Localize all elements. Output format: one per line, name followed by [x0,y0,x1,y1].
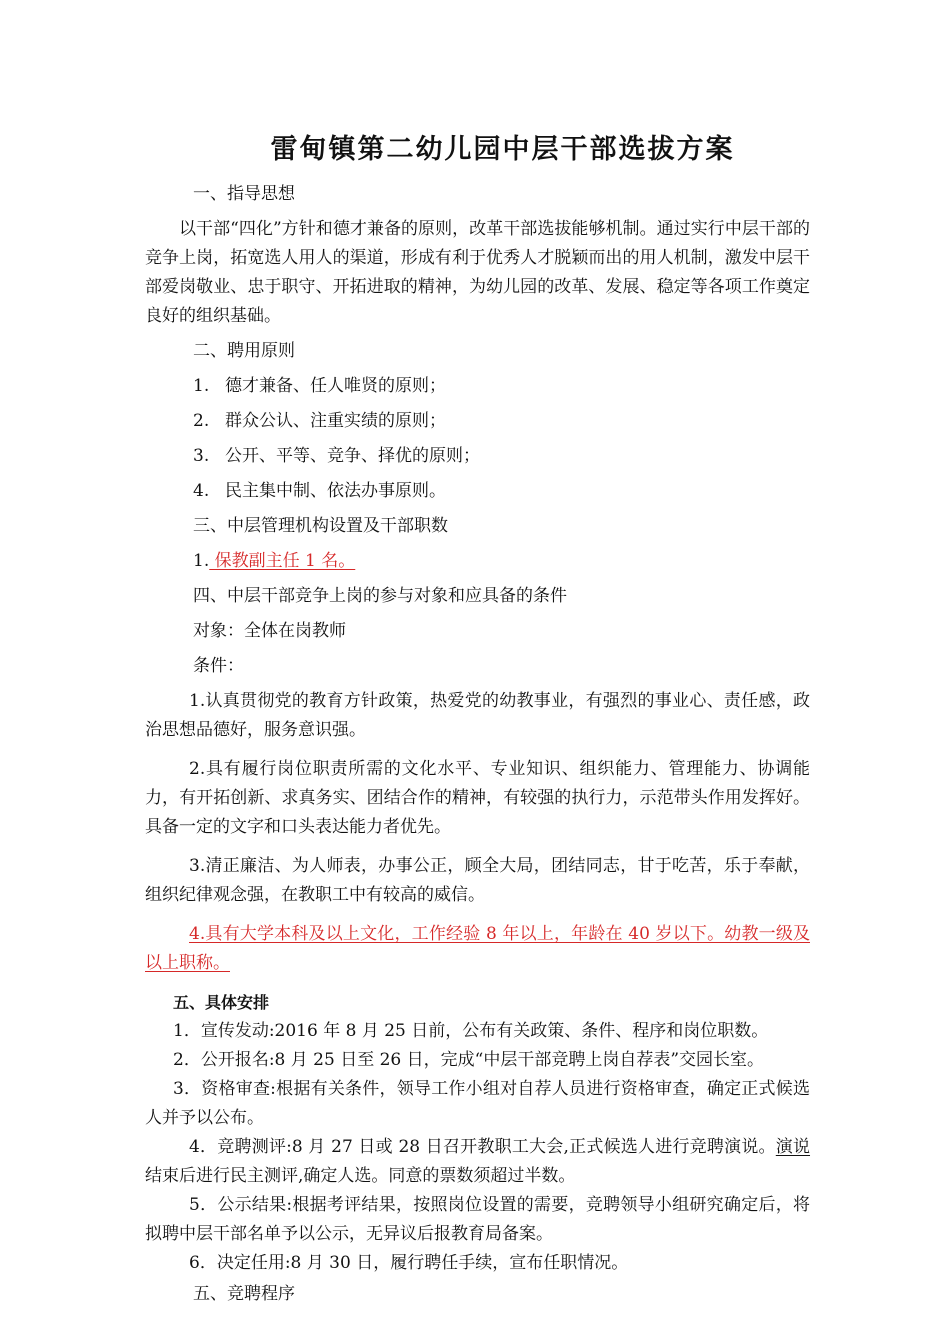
section-heading-arrangement: 五、具体安排 [173,993,270,1012]
underlined-word: 演说 [775,1137,811,1157]
principle-number: 4. [193,481,210,501]
arrangement-item: 2．公开报名:8 月 25 日至 26 日，完成“中层干部竞聘上岗自荐表”交园长室。 [173,1050,765,1070]
principle-text: 德才兼备、任人唯贤的原则； [225,376,446,396]
structure-item-text: 保教副主任 1 名。 [209,551,356,571]
condition-item-highlighted: 4.具有大学本科及以上文化，工作经验 8 年以上，年龄在 40 岁以下。幼教一级及以上职称。 [145,924,810,973]
section-heading-structure: 三、中层管理机构设置及干部职数 [193,516,448,536]
principle-number: 2. [193,411,210,431]
principle-item [145,372,810,401]
structure-item-number: 1. [193,551,210,571]
arrangement-text: 结束后进行民主测评,确定人选。同意的票数须超过半数。 [145,1166,576,1186]
section-heading-guiding-thought: 一、指导思想 [193,184,295,204]
structure-item [145,547,810,576]
target-line: 对象：全体在岗教师 [193,621,346,641]
principle-item [145,407,810,436]
condition-item: 2.具有履行岗位职责所需的文化水平、专业知识、组织能力、管理能力、协调能力，有开拓创新、求真务实、团结合作的精神，有较强的执行力，示范带头作用发挥好。具备一定的文字和口头表达能力者优先。 [145,759,810,837]
principle-item [145,477,810,506]
principle-text: 公开、平等、竞争、择优的原则； [225,446,480,466]
document-body [145,180,810,1309]
arrangement-item: 6．决定任用:8 月 30 日，履行聘任手续，宣布任职情况。 [189,1253,629,1273]
guiding-thought-paragraph: 以干部“四化”方针和德才兼备的原则，改革干部选拔能够机制。通过实行中层干部的竞争上岗，拓宽选人用人的渠道，形成有利于优秀人才脱颖而出的用人机制，激发中层干部爱岗敬业、忠于职守、开拓进取的精神，为幼儿园的改革、发展、稳定等各项工作奠定良好的组织基础。 [145,219,810,326]
document-title: 雷甸镇第二幼儿园中层干部选拔方案 [270,134,735,165]
arrangement-item [145,1133,810,1191]
conditions-label: 条件： [193,656,244,676]
principle-number: 3. [193,446,210,466]
principle-text: 群众公认、注重实绩的原则； [225,411,446,431]
arrangement-text: 4．竞聘测评:8 月 27 日或 28 日召开教职工大会,正式候选人进行竞聘演说。 [189,1137,776,1157]
section-heading-conditions: 四、中层干部竞争上岗的参与对象和应具备的条件 [193,586,567,606]
arrangement-item: 5．公示结果:根据考评结果，按照岗位设置的需要，竞聘领导小组研究确定后，将拟聘中层干部名单予以公示，无异议后报教育局备案。 [145,1195,810,1244]
condition-item: 3.清正廉洁、为人师表，办事公正，顾全大局，团结同志，甘于吃苦，乐于奉献，组织纪律观念强，在教职工中有较高的威信。 [145,856,810,905]
principle-item [145,442,810,471]
condition-item: 1.认真贯彻党的教育方针政策，热爱党的幼教事业，有强烈的事业心、责任感，政治思想品德好，服务意识强。 [145,691,810,740]
principle-number: 1. [193,376,210,396]
section-heading-procedure: 五、竞聘程序 [193,1284,295,1304]
arrangement-item: 1．宣传发动:2016 年 8 月 25 日前，公布有关政策、条件、程序和岗位职数。 [173,1021,769,1041]
section-heading-principles: 二、聘用原则 [193,341,295,361]
principle-text: 民主集中制、依法办事原则。 [225,481,446,501]
arrangement-item: 3．资格审查:根据有关条件，领导工作小组对自荐人员进行资格审查，确定正式候选人并予以公布。 [145,1079,810,1128]
